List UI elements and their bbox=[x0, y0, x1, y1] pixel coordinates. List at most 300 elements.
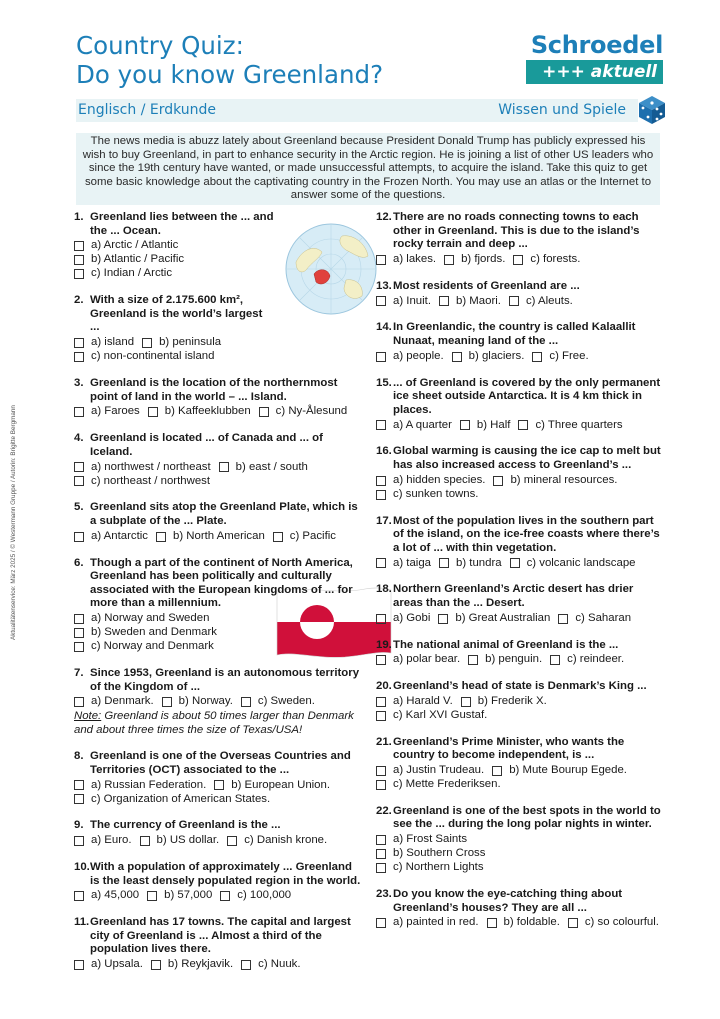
answer-label: c) reindeer. bbox=[567, 653, 625, 666]
question-12 bbox=[376, 211, 666, 267]
answer-option[interactable] bbox=[376, 778, 501, 792]
answer-option[interactable] bbox=[147, 889, 212, 903]
checkbox-icon[interactable] bbox=[438, 614, 448, 624]
checkbox-icon[interactable] bbox=[273, 532, 283, 542]
answer-row bbox=[376, 612, 666, 626]
question-prompt: The currency of Greenland is the ... bbox=[90, 819, 281, 832]
answer-option[interactable] bbox=[376, 488, 478, 502]
checkbox-icon[interactable] bbox=[487, 918, 497, 928]
checkbox-icon[interactable] bbox=[376, 255, 386, 265]
answer-label: a) A quarter bbox=[393, 418, 452, 431]
checkbox-icon[interactable] bbox=[220, 891, 230, 901]
question-10 bbox=[74, 861, 364, 903]
dice-icon bbox=[638, 95, 666, 125]
question-21 bbox=[376, 736, 666, 792]
answer-row bbox=[376, 833, 666, 847]
answer-label: b) Sweden and Denmark bbox=[91, 626, 217, 639]
checkbox-icon[interactable] bbox=[376, 697, 386, 707]
question-prompt: Greenland sits atop the Greenland Plate, which is a subplate of the ... Plate. bbox=[90, 501, 358, 527]
answer-label: b) Atlantic / Pacific bbox=[91, 253, 185, 266]
answer-option[interactable] bbox=[74, 612, 209, 626]
checkbox-icon[interactable] bbox=[219, 462, 229, 472]
answer-option[interactable] bbox=[376, 474, 485, 488]
answer-label: b) tundra bbox=[456, 556, 502, 569]
checkbox-icon[interactable] bbox=[376, 780, 386, 790]
subject-bar bbox=[76, 99, 638, 122]
answer-label: c) forests. bbox=[530, 252, 581, 265]
answer-option[interactable] bbox=[74, 336, 134, 350]
checkbox-icon[interactable] bbox=[74, 960, 84, 970]
question-number: 14. bbox=[376, 321, 392, 334]
logo-subline: +++ aktuell bbox=[526, 60, 663, 84]
question-16 bbox=[376, 445, 666, 501]
question-prompt: Do you know the eye-catching thing about Greenland’s houses? They are all ... bbox=[393, 888, 623, 914]
answer-row bbox=[74, 834, 364, 848]
answer-option[interactable] bbox=[518, 419, 622, 433]
answer-option[interactable] bbox=[273, 530, 336, 544]
question-text bbox=[74, 750, 364, 777]
page-title bbox=[76, 31, 383, 89]
question-15 bbox=[376, 377, 666, 433]
checkbox-icon[interactable] bbox=[147, 891, 157, 901]
checkbox-icon[interactable] bbox=[532, 352, 542, 362]
question-text bbox=[376, 639, 666, 653]
answer-row bbox=[74, 626, 364, 640]
answer-option[interactable] bbox=[241, 958, 300, 972]
checkbox-icon[interactable] bbox=[376, 918, 386, 928]
checkbox-icon[interactable] bbox=[376, 849, 386, 859]
answer-row bbox=[74, 460, 364, 474]
question-13 bbox=[376, 280, 666, 309]
checkbox-icon[interactable] bbox=[74, 697, 84, 707]
checkbox-icon[interactable] bbox=[376, 296, 386, 306]
question-text bbox=[74, 861, 364, 888]
question-22 bbox=[376, 805, 666, 875]
question-number: 23. bbox=[376, 888, 392, 901]
question-number: 1. bbox=[74, 211, 84, 223]
question-text bbox=[74, 211, 280, 238]
category-label: Wissen und Spiele bbox=[498, 102, 626, 118]
checkbox-icon[interactable] bbox=[74, 836, 84, 846]
answer-row bbox=[376, 474, 666, 488]
answer-option[interactable] bbox=[148, 405, 251, 419]
questions-right-column bbox=[376, 211, 666, 930]
question-prompt: Most of the population lives in the southern part of the island, on the ice-free coasts where there’s a lot of ... with thin vegetation. bbox=[393, 514, 660, 554]
answer-row bbox=[376, 653, 666, 667]
answer-label: b) Half bbox=[476, 418, 511, 431]
checkbox-icon[interactable] bbox=[376, 476, 386, 486]
answer-label: c) Indian / Arctic bbox=[91, 267, 173, 280]
checkbox-icon[interactable] bbox=[460, 420, 470, 430]
question-text bbox=[376, 515, 666, 556]
answer-option[interactable] bbox=[452, 350, 525, 364]
checkbox-icon[interactable] bbox=[74, 476, 84, 486]
question-number: 21. bbox=[376, 735, 392, 748]
checkbox-icon[interactable] bbox=[513, 255, 523, 265]
answer-option[interactable] bbox=[510, 557, 636, 571]
answer-option[interactable] bbox=[74, 239, 178, 253]
question-prompt: ... of Greenland is covered by the only permanent ice sheet outside Antarctica. It is 4 km thick in places. bbox=[393, 376, 661, 416]
answer-row bbox=[74, 612, 364, 626]
answer-option[interactable] bbox=[219, 461, 308, 475]
answer-option[interactable] bbox=[259, 405, 348, 419]
answer-label: a) people. bbox=[393, 349, 444, 362]
question-number: 22. bbox=[376, 804, 392, 817]
answer-label: a) Euro. bbox=[91, 834, 132, 847]
question-2 bbox=[74, 294, 274, 364]
checkbox-icon[interactable] bbox=[74, 407, 84, 417]
answer-option[interactable] bbox=[376, 764, 484, 778]
answer-label: c) 100,000 bbox=[237, 889, 292, 902]
question-prompt: Northern Greenland’s Arctic desert has drier areas than the ... Desert. bbox=[393, 583, 634, 609]
answer-option[interactable] bbox=[74, 695, 154, 709]
answer-option[interactable] bbox=[74, 253, 184, 267]
checkbox-icon[interactable] bbox=[151, 960, 161, 970]
answer-label: a) Gobi bbox=[393, 611, 431, 624]
answer-option[interactable] bbox=[241, 695, 315, 709]
question-text bbox=[376, 805, 666, 832]
checkbox-icon[interactable] bbox=[74, 352, 84, 362]
answer-option[interactable] bbox=[376, 861, 484, 875]
answer-option[interactable] bbox=[74, 793, 270, 807]
answer-option[interactable] bbox=[74, 889, 139, 903]
answer-option[interactable] bbox=[558, 612, 631, 626]
checkbox-icon[interactable] bbox=[74, 532, 84, 542]
checkbox-icon[interactable] bbox=[376, 490, 386, 500]
answer-option[interactable] bbox=[376, 847, 485, 861]
answer-row bbox=[74, 405, 364, 419]
answer-label: c) Mette Frederiksen. bbox=[393, 778, 501, 791]
answer-option[interactable] bbox=[468, 653, 542, 667]
answer-label: c) Three quarters bbox=[535, 418, 623, 431]
checkbox-icon[interactable] bbox=[376, 766, 386, 776]
checkbox-icon[interactable] bbox=[74, 255, 84, 265]
answer-option[interactable] bbox=[444, 253, 505, 267]
answer-option[interactable] bbox=[74, 834, 132, 848]
answer-row bbox=[74, 889, 364, 903]
answer-label: b) Southern Cross bbox=[393, 847, 486, 860]
checkbox-icon[interactable] bbox=[227, 836, 237, 846]
question-number: 7. bbox=[74, 666, 84, 679]
answer-label: a) Inuit. bbox=[393, 294, 431, 307]
checkbox-icon[interactable] bbox=[74, 269, 84, 279]
question-text bbox=[74, 377, 364, 404]
question-prompt: With a population of approximately ... Greenland is the least densely populated region in the world. bbox=[90, 861, 361, 887]
questions-left-column bbox=[74, 211, 364, 972]
question-text bbox=[74, 819, 364, 833]
question-prompt: Greenland is located ... of Canada and ... of Iceland. bbox=[90, 432, 323, 458]
checkbox-icon[interactable] bbox=[492, 766, 502, 776]
checkbox-icon[interactable] bbox=[74, 794, 84, 804]
question-11 bbox=[74, 916, 364, 972]
answer-row bbox=[376, 778, 666, 792]
answer-option[interactable] bbox=[74, 350, 214, 364]
answer-label: b) Norway. bbox=[178, 695, 233, 708]
answer-row bbox=[74, 267, 280, 281]
answer-label: a) hidden species. bbox=[393, 473, 486, 486]
answer-option[interactable] bbox=[74, 405, 140, 419]
question-3 bbox=[74, 377, 364, 419]
answer-row bbox=[74, 695, 364, 709]
checkbox-icon[interactable] bbox=[241, 960, 251, 970]
answer-label: c) non-continental island bbox=[91, 350, 215, 363]
question-prompt: Greenland is one of the best spots in the world to see the ... during the long polar nights in winter. bbox=[393, 804, 661, 831]
checkbox-icon[interactable] bbox=[162, 697, 172, 707]
question-number: 13. bbox=[376, 279, 392, 292]
answer-label: a) Justin Trudeau. bbox=[393, 764, 485, 777]
checkbox-icon[interactable] bbox=[74, 891, 84, 901]
answer-label: b) peninsula bbox=[159, 336, 222, 349]
answer-option[interactable] bbox=[74, 626, 217, 640]
answer-row bbox=[376, 294, 666, 308]
answer-label: b) Kaffeeklubben bbox=[164, 405, 251, 418]
question-number: 19. bbox=[376, 638, 392, 651]
checkbox-icon[interactable] bbox=[510, 558, 520, 568]
question-prompt: Greenland’s head of state is Denmark’s King ... bbox=[393, 680, 647, 693]
answer-label: b) North American bbox=[172, 529, 265, 542]
note-label: Note: bbox=[74, 710, 102, 723]
answer-row bbox=[74, 474, 364, 488]
answer-label: b) mineral resources. bbox=[510, 473, 618, 486]
answer-option[interactable] bbox=[220, 889, 291, 903]
question-prompt: Greenland lies between the ... and the ... Ocean. bbox=[90, 211, 274, 237]
answer-row bbox=[376, 847, 666, 861]
checkbox-icon[interactable] bbox=[518, 420, 528, 430]
answer-option[interactable] bbox=[376, 612, 430, 626]
answer-option[interactable] bbox=[214, 779, 330, 793]
checkbox-icon[interactable] bbox=[148, 407, 158, 417]
answer-option[interactable] bbox=[376, 419, 452, 433]
answer-label: b) Mute Bourup Egede. bbox=[509, 764, 627, 777]
answer-option[interactable] bbox=[376, 557, 431, 571]
answer-label: a) Frost Saints bbox=[393, 833, 468, 846]
checkbox-icon[interactable] bbox=[74, 462, 84, 472]
answer-option[interactable] bbox=[162, 695, 233, 709]
answer-label: c) Danish krone. bbox=[244, 834, 328, 847]
answer-option[interactable] bbox=[376, 916, 479, 930]
answer-label: a) Russian Federation. bbox=[91, 778, 207, 791]
note bbox=[74, 710, 364, 737]
checkbox-icon[interactable] bbox=[376, 711, 386, 721]
answer-option[interactable] bbox=[74, 640, 214, 654]
checkbox-icon[interactable] bbox=[509, 296, 519, 306]
checkbox-icon[interactable] bbox=[74, 614, 84, 624]
answer-option[interactable] bbox=[151, 958, 233, 972]
question-text bbox=[74, 294, 274, 335]
question-prompt: The national animal of Greenland is the ... bbox=[393, 638, 619, 651]
answer-option[interactable] bbox=[142, 336, 221, 350]
title-line-1: Country Quiz: bbox=[76, 31, 244, 60]
checkbox-icon[interactable] bbox=[214, 780, 224, 790]
answer-option[interactable] bbox=[376, 833, 467, 847]
checkbox-icon[interactable] bbox=[376, 352, 386, 362]
answer-option[interactable] bbox=[74, 530, 148, 544]
answer-option[interactable] bbox=[74, 779, 206, 793]
question-19 bbox=[376, 639, 666, 668]
question-17 bbox=[376, 515, 666, 571]
question-text bbox=[376, 736, 666, 763]
checkbox-icon[interactable] bbox=[550, 655, 560, 665]
question-9 bbox=[74, 819, 364, 848]
checkbox-icon[interactable] bbox=[558, 614, 568, 624]
question-number: 2. bbox=[74, 294, 84, 307]
checkbox-icon[interactable] bbox=[376, 558, 386, 568]
checkbox-icon[interactable] bbox=[376, 655, 386, 665]
answer-option[interactable] bbox=[376, 295, 431, 309]
answer-label: c) northeast / northwest bbox=[91, 474, 211, 487]
question-prompt: Global warming is causing the ice cap to melt but has also increased access to Greenland’s ... bbox=[393, 445, 661, 471]
checkbox-icon[interactable] bbox=[74, 628, 84, 638]
question-1 bbox=[74, 211, 280, 281]
answer-label: b) penguin. bbox=[485, 653, 543, 666]
checkbox-icon[interactable] bbox=[444, 255, 454, 265]
question-number: 18. bbox=[376, 583, 392, 596]
answer-option[interactable] bbox=[227, 834, 327, 848]
answer-label: b) European Union. bbox=[231, 778, 331, 791]
answer-label: b) US dollar. bbox=[156, 834, 220, 847]
answer-label: b) Maori. bbox=[456, 294, 501, 307]
checkbox-icon[interactable] bbox=[140, 836, 150, 846]
question-text bbox=[376, 280, 666, 294]
answer-label: a) Arctic / Atlantic bbox=[91, 239, 179, 252]
question-number: 17. bbox=[376, 514, 392, 527]
answer-label: a) northwest / northeast bbox=[91, 460, 211, 473]
title-line-2: Do you know Greenland? bbox=[76, 60, 384, 89]
answer-row bbox=[376, 350, 666, 364]
question-prompt: Greenland has 17 towns. The capital and largest city of Greenland is ... Almost a third of the population lives there. bbox=[90, 916, 351, 956]
answer-label: c) sunken towns. bbox=[393, 487, 479, 500]
answer-option[interactable] bbox=[509, 295, 573, 309]
question-14 bbox=[376, 321, 666, 363]
question-5 bbox=[74, 501, 364, 543]
answer-label: b) Great Australian bbox=[455, 611, 551, 624]
question-text bbox=[376, 888, 666, 915]
answer-option[interactable] bbox=[460, 419, 511, 433]
answer-label: a) painted in red. bbox=[393, 916, 479, 929]
answer-label: c) Norway and Denmark bbox=[91, 640, 214, 653]
answer-option[interactable] bbox=[74, 267, 172, 281]
checkbox-icon[interactable] bbox=[468, 655, 478, 665]
answer-row bbox=[74, 792, 364, 806]
checkbox-icon[interactable] bbox=[568, 918, 578, 928]
note-text: Greenland is about 50 times larger than Denmark and about three times the size of Texas/USA! bbox=[74, 710, 354, 736]
answer-option[interactable] bbox=[438, 612, 550, 626]
answer-label: c) Sweden. bbox=[257, 695, 315, 708]
question-7 bbox=[74, 667, 364, 737]
answer-label: b) foldable. bbox=[503, 916, 560, 929]
checkbox-icon[interactable] bbox=[376, 835, 386, 845]
answer-option[interactable] bbox=[439, 295, 501, 309]
checkbox-icon[interactable] bbox=[461, 697, 471, 707]
question-4 bbox=[74, 432, 364, 488]
answer-option[interactable] bbox=[487, 916, 560, 930]
answer-option[interactable] bbox=[532, 350, 588, 364]
answer-label: a) Norway and Sweden bbox=[91, 612, 210, 625]
checkbox-icon[interactable] bbox=[74, 642, 84, 652]
answer-label: a) taiga bbox=[393, 556, 431, 569]
checkbox-icon[interactable] bbox=[376, 863, 386, 873]
answer-row bbox=[376, 253, 666, 267]
checkbox-icon[interactable] bbox=[439, 558, 449, 568]
question-number: 9. bbox=[74, 819, 84, 832]
question-number: 6. bbox=[74, 556, 84, 569]
answer-label: b) Reykjavik. bbox=[167, 958, 234, 971]
question-number: 10. bbox=[74, 861, 90, 874]
answer-option[interactable] bbox=[376, 653, 460, 667]
checkbox-icon[interactable] bbox=[74, 241, 84, 251]
answer-option[interactable] bbox=[493, 474, 617, 488]
answer-row bbox=[376, 709, 666, 723]
question-prompt: Greenland is one of the Overseas Countries and Territories (OCT) associated to the ... bbox=[90, 750, 351, 776]
answer-option[interactable] bbox=[492, 764, 627, 778]
answer-label: c) Saharan bbox=[575, 611, 632, 624]
question-number: 16. bbox=[376, 445, 392, 458]
checkbox-icon[interactable] bbox=[376, 420, 386, 430]
answer-label: a) 45,000 bbox=[91, 889, 140, 902]
checkbox-icon[interactable] bbox=[493, 476, 503, 486]
checkbox-icon[interactable] bbox=[452, 352, 462, 362]
intro-panel bbox=[76, 133, 660, 205]
answer-option[interactable] bbox=[376, 695, 453, 709]
answer-option[interactable] bbox=[156, 530, 265, 544]
answer-option[interactable] bbox=[74, 958, 143, 972]
checkbox-icon[interactable] bbox=[74, 780, 84, 790]
answer-label: c) Aleuts. bbox=[525, 294, 573, 307]
question-number: 15. bbox=[376, 376, 392, 389]
checkbox-icon[interactable] bbox=[376, 614, 386, 624]
publisher-logo bbox=[526, 32, 663, 84]
answer-label: c) Karl XVI Gustaf. bbox=[393, 708, 488, 721]
question-prompt: With a size of 2.175.600 km², Greenland is the world’s largest ... bbox=[90, 294, 263, 334]
question-text bbox=[376, 321, 666, 348]
answer-option[interactable] bbox=[74, 475, 210, 489]
question-23 bbox=[376, 888, 666, 930]
checkbox-icon[interactable] bbox=[156, 532, 166, 542]
checkbox-icon[interactable] bbox=[439, 296, 449, 306]
checkbox-icon[interactable] bbox=[74, 338, 84, 348]
answer-option[interactable] bbox=[439, 557, 502, 571]
answer-option[interactable] bbox=[376, 350, 444, 364]
question-number: 11. bbox=[74, 916, 90, 929]
checkbox-icon[interactable] bbox=[241, 697, 251, 707]
question-number: 12. bbox=[376, 211, 392, 223]
answer-label: c) so colourful. bbox=[584, 916, 659, 929]
checkbox-icon[interactable] bbox=[259, 407, 269, 417]
question-prompt: In Greenlandic, the country is called Kalaallit Nunaat, meaning land of the ... bbox=[393, 321, 636, 347]
answer-option[interactable] bbox=[461, 695, 547, 709]
answer-option[interactable] bbox=[74, 461, 211, 475]
question-text bbox=[74, 667, 364, 694]
question-number: 20. bbox=[376, 680, 392, 693]
answer-option[interactable] bbox=[513, 253, 580, 267]
answer-label: c) Northern Lights bbox=[393, 861, 484, 874]
side-credit: Aktualitätenservice: März 2025 / © Westermann Gruppe / Autorin: Brigitte Bergmann bbox=[10, 405, 17, 640]
answer-row bbox=[74, 253, 280, 267]
answer-row bbox=[74, 239, 280, 253]
checkbox-icon[interactable] bbox=[142, 338, 152, 348]
question-text bbox=[376, 680, 666, 694]
answer-option[interactable] bbox=[140, 834, 220, 848]
question-prompt: Greenland is the location of the northernmost point of land in the world – ... Island. bbox=[90, 376, 338, 403]
question-text bbox=[376, 211, 666, 252]
answer-row bbox=[376, 764, 666, 778]
answer-option[interactable] bbox=[376, 253, 436, 267]
answer-option[interactable] bbox=[376, 709, 487, 723]
answer-option[interactable] bbox=[568, 916, 659, 930]
answer-option[interactable] bbox=[550, 653, 624, 667]
answer-label: c) Nuuk. bbox=[258, 958, 301, 971]
answer-label: a) Harald V. bbox=[393, 694, 453, 707]
